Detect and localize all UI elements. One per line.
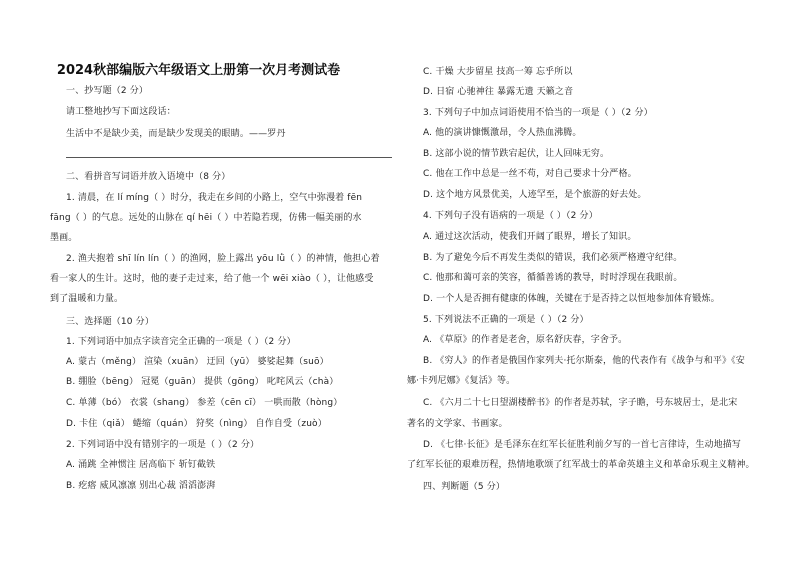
choice-q1: 1. 下列词语中加点字读音完全正确的一项是（ ）（2 分） xyxy=(66,337,296,347)
section-copy-heading: 一、抄写题（2 分） xyxy=(66,86,149,96)
choice-q4-option-a: A. 通过这次活动，使我们开阔了眼界，增长了知识。 xyxy=(423,232,637,242)
choice-q3-option-b: B. 这部小说的情节跌宕起伏，让人回味无穷。 xyxy=(423,149,610,159)
choice-q4-option-b: B. 为了避免今后不再发生类似的错误，我们必须严格遵守纪律。 xyxy=(423,253,683,263)
choice-q1-option-b: B. 绷脸（bēng） 冠冕（guān） 提供（gōng） 叱咤风云（chà） xyxy=(66,377,339,387)
choice-q5: 5. 下列说法不正确的一项是（ ）（2 分） xyxy=(423,315,589,325)
writing-line xyxy=(66,157,392,158)
choice-q1-option-d: D. 卡住（qiǎ） 蜷缩（quán） 狩奖（nìng） 自作自受（zuò） xyxy=(66,419,327,429)
section-judgment-heading: 四、判断题（5 分） xyxy=(423,482,506,492)
choice-q5-option-d-line1: D. 《七律·长征》是毛泽东在红军长征胜利前夕写的一首七言律诗，生动地描写 xyxy=(423,440,742,450)
exam-title: 2024秋部编版六年级语文上册第一次月考测试卷 xyxy=(56,63,341,78)
choice-q3-option-a: A. 他的演讲慷慨激昂，令人热血沸腾。 xyxy=(423,128,582,138)
choice-q4: 4. 下列句子没有语病的一项是（ ）（2 分） xyxy=(423,211,598,221)
copy-instruction: 请工整地抄写下面这段话： xyxy=(66,107,176,117)
choice-q1-option-a: A. 蒙古（měng） 渲染（xuān） 迂回（yū） 婆娑起舞（suō） xyxy=(66,357,329,367)
choice-q2-option-d: D. 日宿 心驰神往 暴露无遗 天籁之音 xyxy=(423,87,574,97)
choice-q3-option-c: C. 他在工作中总是一丝不苟，对自己要求十分严格。 xyxy=(423,169,637,179)
choice-q4-option-c: C. 他那和蔼可亲的笑容，循循善诱的教导，时时浮现在我眼前。 xyxy=(423,273,683,283)
choice-q2-option-c: C. 干燥 大步留星 技高一筹 忘乎所以 xyxy=(423,67,573,77)
section-choice-heading: 三、选择题（10 分） xyxy=(66,317,154,327)
pinyin-q1-line1: 1. 清晨，在 lí míng（ ）时分，我走在乡间的小路上，空气中弥漫着 fēn xyxy=(66,193,363,203)
pinyin-q2-line2: 看一家人的生计。这时，他的妻子走过来，给了他一个 wēi xiào（ ），让他感受 xyxy=(50,274,374,284)
choice-q2: 2. 下列词语中没有错别字的一项是（ ）（2 分） xyxy=(66,440,260,450)
pinyin-q2-line3: 到了温暖和力量。 xyxy=(50,294,124,304)
choice-q5-option-b-line1: B. 《穷人》的作者是俄国作家列夫·托尔斯泰，他的代表作有《战争与和平》《安 xyxy=(423,356,745,366)
choice-q3-option-d: D. 这个地方风景优美，人迹罕至，是个旅游的好去处。 xyxy=(423,190,647,200)
pinyin-q1-line2: fāng（ ）的气息。远处的山脉在 qí hēi（ ）中若隐若现，仿佛一幅美丽的水 xyxy=(50,213,362,223)
choice-q4-option-d: D. 一个人是否拥有健康的体魄，关键在于是否持之以恒地参加体育锻炼。 xyxy=(423,294,720,304)
choice-q5-option-a: A. 《草原》的作者是老舍，原名舒庆春，字舍予。 xyxy=(423,335,628,345)
pinyin-q1-line3: 墨画。 xyxy=(50,233,78,243)
choice-q2-option-a: A. 涌跳 全神惯注 居高临下 斩钉截铁 xyxy=(66,460,216,470)
choice-q3: 3. 下列句子中加点词语使用不恰当的一项是（ ）（2 分） xyxy=(423,108,653,118)
choice-q1-option-c: C. 单薄（bó） 衣裳（shang） 参差（cēn cī） 一哄而散（hòng） xyxy=(66,398,343,408)
section-pinyin-heading: 二、看拼音写词语并放入语境中（8 分） xyxy=(66,172,231,182)
choice-q5-option-c-line1: C. 《六月二十七日望湖楼醉书》的作者是苏轼，字子瞻，号东坡居士，是北宋 xyxy=(423,398,738,408)
choice-q5-option-d-line2: 了红军长征的艰难历程，热情地歌颂了红军战士的革命英雄主义和革命乐观主义精神。 xyxy=(407,460,755,470)
pinyin-q2-line1: 2. 渔夫抱着 shī lín lín（ ）的渔网，脸上露出 yōu lǜ（ ）的神情，他担心着 xyxy=(66,254,380,264)
choice-q2-option-b: B. 疙瘩 威风凛凛 别出心裁 滔滔澎湃 xyxy=(66,481,216,491)
copy-quote: 生活中不是缺少美，而是缺少发现美的眼睛。——罗丹 xyxy=(66,129,286,139)
choice-q5-option-b-line2: 娜·卡列尼娜》《复活》等。 xyxy=(407,376,516,386)
choice-q5-option-c-line2: 著名的文学家、书画家。 xyxy=(407,419,508,429)
